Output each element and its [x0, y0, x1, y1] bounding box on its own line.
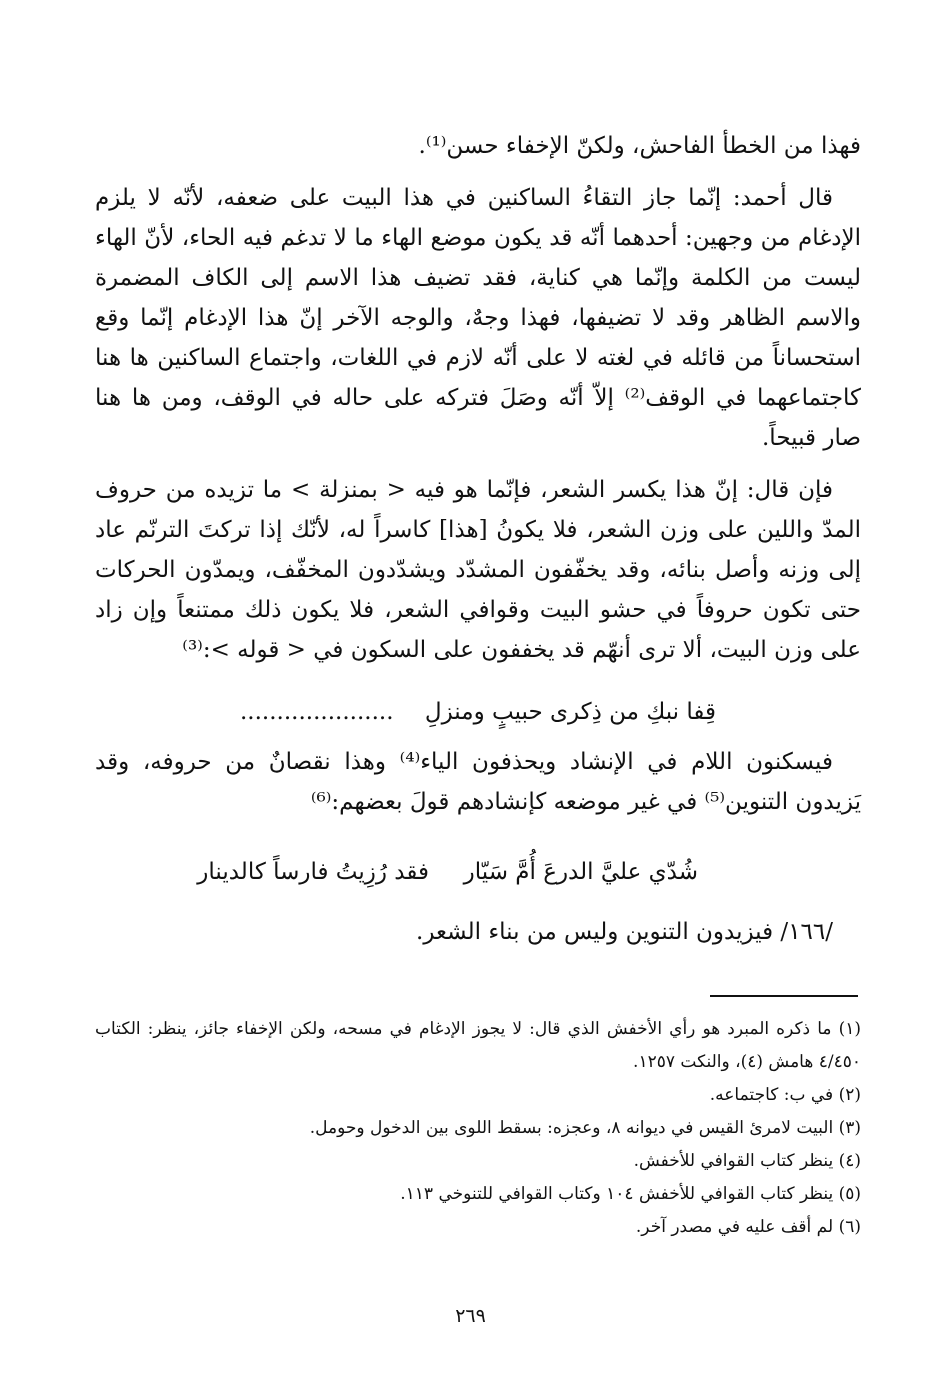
main-text-end [95, 912, 861, 952]
verse-1-second-hemistich: ..................... [240, 699, 394, 725]
footnote-2: (٢) في ب: كاجتماعه. [709, 1085, 861, 1105]
verse-1-first-hemistich: قِفا نبكِ من ذِكرى حبيبٍ ومنزلِ [424, 699, 716, 725]
paragraph-4: فيسكنون اللام في الإنشاد ويحذفون الياء⁽⁴⁾ وهذا نقصانٌ من حروفه، وقد يَزيدون التنوين⁽⁵⁾ في غير موضعه كإنشادهم قولَ بعضهم:⁽⁶⁾ [95, 749, 861, 815]
footnote-6: (٦) لم أقف عليه في مصدر آخر. [635, 1217, 861, 1237]
footnote-3: (٣) البيت لامرئ القيس في ديوانه ٨، وعجزه: بسقط اللوى بين الدخول وحومل. [309, 1118, 861, 1138]
footnotes [95, 1013, 861, 1244]
paragraph-3: فإن قال: إنّ هذا يكسر الشعر، فإنّما هو فيه < بمنزلة > ما تزيده من حروف المدّ واللين على وزن الشعر، فلا يكونُ [هذا] كاسراً له، لأنّك إذا تركتَ الترنّم عاد إلى وزنه وأصل بنائه، وقد يخفّفون المشدّد ويشدّدون المخفّف، ويمدّون الحركات حتى تكون حروفاً في حشو البيت وقوافي الشعر، فلا يكون ذلك ممتنعاً وإن زاد على وزن البيت، ألا ترى أنهّم قد يخففون على السكون في < قوله >:⁽³⁾ [95, 477, 861, 663]
main-text [95, 126, 861, 670]
paragraph-1: فهذا من الخطأ الفاحش، ولكنّ الإخفاء حسن⁽¹⁾. [418, 133, 861, 159]
verse-2-first-hemistich: شُدّي عليَّ الدرعَ أُمَّ سَيّار [463, 859, 698, 885]
paragraph-5: /١٦٦/ فيزيدون التنوين وليس من بناء الشعر. [416, 919, 833, 945]
footnote-1: (١) ما ذكره المبرد هو رأي الأخفش الذي قال: لا يجوز الإدغام في مسحه، ولكن الإخفاء جائز، ينظر: الكتاب ٤/٤٥٠ هامش (٤)، والنكت ١٢٥٧. [95, 1019, 861, 1072]
footnote-separator [710, 995, 858, 997]
verse-2-second-hemistich: فقد رُزِيتُ فارساً كالدينار [197, 859, 429, 885]
main-text-continued [95, 742, 861, 822]
footnote-5: (٥) ينظر كتاب القوافي للأخفش ١٠٤ وكتاب القوافي للتنوخي ١١٣. [400, 1184, 861, 1204]
footnote-4: (٤) ينظر كتاب القوافي للأخفش. [633, 1151, 861, 1171]
paragraph-2: قال أحمد: إنّما جاز التقاءُ الساكنين في هذا البيت على ضعفه، لأنّه لا يلزم الإدغام من وجهين: أحدهما أنّه قد يكون موضع الهاء ما لا تدغم فيه الحاء، لأنّ الهاء ليست من الكلمة وإنّما هي كناية، فقد تضيف هذا الاسم إلى الكاف المضمرة والاسم الظاهر وقد لا تضيفها، فهذا وجهٌ، والوجه الآخر إنّ هذا الإدغام إنّما وقع استحساناً من قائله في لغته لا على أنّه لازم في اللغات، واجتماع الساكنين ها هنا كاجتماعهما في الوقف⁽²⁾ إلاّ أنّه وصَلَ فتركه على حاله في الوقف، ومن ها هنا صار قبيحاً. [95, 185, 861, 451]
page-number: ٢٦٩ [455, 1305, 486, 1327]
